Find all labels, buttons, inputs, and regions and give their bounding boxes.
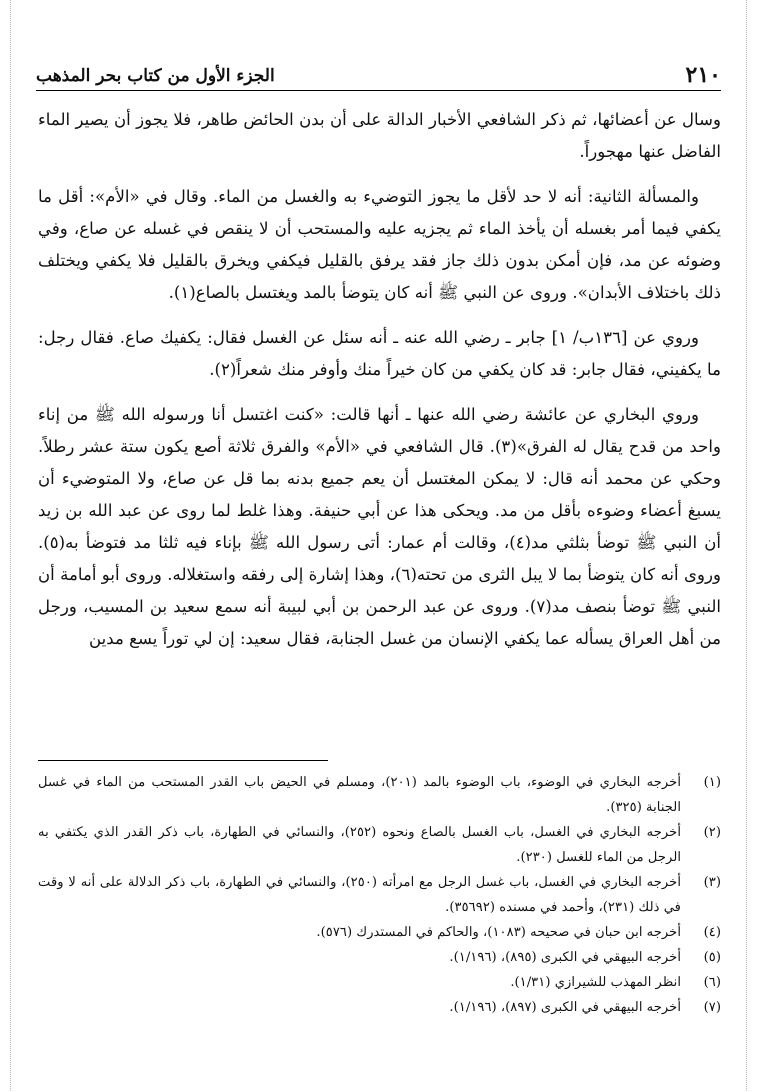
footnote-text: أخرجه البخاري في الغسل، باب غسل الرجل مع امرأته (٢٥٠)، والنسائي في الطهارة، باب ذكر الدلالة على أنه لا وقت في ذلك (٢٣١)، وأحمد في مسنده (٣٥٦٩٢). — [38, 875, 681, 915]
footnote-item — [38, 770, 721, 820]
footnote-text: أخرجه البخاري في الغسل، باب الغسل بالصاع ونحوه (٢٥٢)، والنسائي في الطهارة، باب ذكر القدر الذي يكتفي به الرجل من الماء للغسل (٢٣٠). — [38, 825, 681, 865]
page-number: ٢١٠ — [685, 62, 721, 88]
running-header — [36, 56, 721, 91]
footnote-item — [38, 945, 721, 970]
footnote-item — [38, 995, 721, 1020]
main-text — [38, 104, 721, 668]
paragraph: والمسألة الثانية: أنه لا حد لأقل ما يجوز التوضيء به والغسل من الماء. وقال في «الأم»: أقل ما يكفي فيما أمر بغسله أن يأخذ الماء ثم يجزيه عليه والمستحب أن لا ينقص في غسله عن صاع، وفي وضوئه عن مد، فإن أمكن بدون ذلك جاز فقد يرفق بالقليل فيكفي ويخرق بالقليل فلا يكفي ويختلف ذلك باختلاف الأبدان». وروى عن النبي ﷺ أنه كان يتوضأ بالمد ويغتسل بالصاع(١). — [38, 187, 721, 302]
paragraph: وسال عن أعضائها، ثم ذكر الشافعي الأخبار الدالة على أن بدن الحائض طاهر، فلا يجوز أن يصير الماء الفاضل عنها مهجوراً. — [38, 110, 721, 161]
paragraph: وروي عن [١٣٦ب/ ١] جابر ـ رضي الله عنه ـ أنه سئل عن الغسل فقال: يكفيك صاع. فقال رجل: ما يكفيني، فقال جابر: قد كان يكفي من كان خيراً منك وأوفر منك شعراً(٢). — [38, 328, 721, 379]
footnote-number: (٢) — [703, 825, 721, 840]
footnote-text: أخرجه البخاري في الوضوء، باب الوضوء بالمد (٢٠١)، ومسلم في الحيض باب القدر المستحب من الماء في غسل الجنابة (٣٢٥). — [38, 775, 681, 815]
footnote-item — [38, 970, 721, 995]
footnote-item — [38, 820, 721, 870]
paragraph: وروي البخاري عن عائشة رضي الله عنها ـ أنها قالت: «كنت اغتسل أنا ورسوله الله ﷺ من إناء واحد من قدح يقال له الفرق»(٣). قال الشافعي في «الأم» والفرق ثلاثة أصع يكون ستة عشر رطلاً. وحكي عن محمد أنه قال: لا يمكن المغتسل أن يعم جميع بدنه بما قل عن صاع، ولا المتوضيء أن يسبغ أعضاء وضوءه بأقل من مد. ويحكى هذا عن أبي حنيفة. وهذا غلط لما روى عن عبد الله بن زيد أن النبي ﷺ توضأ بثلثي مد(٤)، وقالت أم عمار: أتى رسول الله ﷺ بإناء فيه ثلثا مد فتوضأ به(٥). وروى أنه كان يتوضأ بما لا يبل الثرى من تحته(٦)، وهذا إشارة إلى رفقه واستغلاله. وروى أبو أمامة أن النبي ﷺ توضأ بنصف مد(٧). وروى عن عبد الرحمن بن أبي لبيبة أنه سمع سعيد بن المسيب، ورجل من أهل العراق يسأله عما يكفي الإنسان من غسل الجنابة، فقال سعيد: إن لي توراً يسع مدين — [38, 405, 721, 648]
footnote-number: (٤) — [703, 925, 721, 940]
footnote-number: (٥) — [703, 950, 721, 965]
footnote-number: (١) — [703, 775, 721, 790]
footnote-number: (٦) — [703, 975, 721, 990]
left-margin-guide — [10, 0, 11, 1091]
footnote-number: (٧) — [703, 1000, 721, 1015]
footnote-item — [38, 870, 721, 920]
running-title: الجزء الأول من كتاب بحر المذهب — [36, 66, 275, 86]
footnote-separator — [38, 760, 328, 761]
footnote-text: أخرجه ابن حبان في صحيحه (١٠٨٣)، والحاكم في المستدرك (٥٧٦). — [316, 925, 681, 940]
footnotes — [38, 770, 721, 1020]
footnote-text: انظر المهذب للشيرازي (١/٣١). — [510, 975, 681, 990]
right-margin-guide — [746, 0, 747, 1091]
footnote-text: أخرجه البيهقي في الكبرى (٨٩٥)، (١/١٩٦). — [449, 950, 681, 965]
footnote-item — [38, 920, 721, 945]
footnote-number: (٣) — [703, 875, 721, 890]
footnote-text: أخرجه البيهقي في الكبرى (٨٩٧)، (١/١٩٦). — [449, 1000, 681, 1015]
